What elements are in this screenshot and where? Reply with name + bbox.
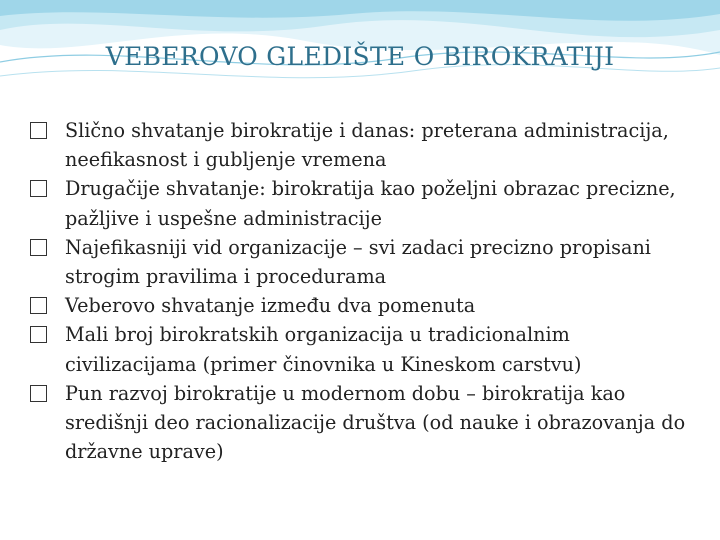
missing-glyph-icon xyxy=(30,122,47,139)
bullet-item xyxy=(30,174,700,232)
bullet-text: Veberovo shvatanje između dva pomenuta xyxy=(65,294,476,318)
missing-glyph-icon xyxy=(30,297,47,314)
missing-glyph-icon xyxy=(30,180,47,197)
bullet-text: Najefikasniji vid organizacije – svi zadaci precizno propisani strogim pravilima i procedurama xyxy=(65,235,651,289)
bullet-item xyxy=(30,116,700,174)
missing-glyph-icon xyxy=(30,326,47,343)
missing-glyph-icon xyxy=(30,239,47,256)
bullet-text: Mali broj birokratskih organizacija u tradicionalnim civilizacijama (primer činovnika u Kineskom carstvu) xyxy=(65,323,582,376)
bullet-list xyxy=(30,116,700,466)
bullet-text: Drugačije shvatanje: birokratija kao poželjni obrazac precizne, pažljive i uspešne administracije xyxy=(65,177,676,230)
bullet-item xyxy=(30,379,700,467)
slide-title: VEBEROVO GLEDIŠTE O BIROKRATIJI xyxy=(105,42,615,71)
missing-glyph-icon xyxy=(30,385,47,402)
bullet-item xyxy=(30,233,700,291)
bullet-item xyxy=(30,320,700,378)
bullet-item xyxy=(30,291,700,320)
bullet-text: Slično shvatanje birokratije i danas: preterana administracija, neefikasnost i gubljenje vremena xyxy=(65,119,669,172)
bullet-text: Pun razvoj birokratije u modernom dobu – birokratija kao središnji deo racionalizacije društva (od nauke i obrazovanja do državne uprave) xyxy=(65,381,686,464)
